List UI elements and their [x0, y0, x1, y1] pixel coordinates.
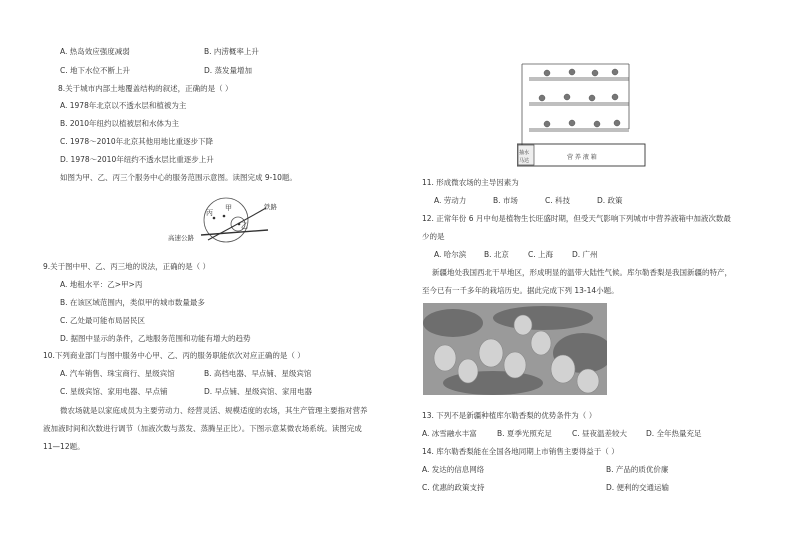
q12-option-b: B. 北京: [484, 250, 509, 259]
label-tank: 营 养 液 箱: [567, 154, 597, 161]
q9-option-d: D. 据图中显示的条件，乙地服务范围和功能有增大的趋势: [60, 334, 251, 343]
q14-option-b: B. 产品的质优价廉: [606, 465, 669, 474]
intro-9-10: 如图为甲、乙、丙三个服务中心的服务范围示意图。读图完成 9-10题。: [60, 173, 297, 182]
q8-option-b: B. 2010年纽约以植被层和水体为主: [60, 119, 179, 128]
q14-option-d: D. 便利的交通运输: [606, 483, 670, 492]
point-bing: [213, 217, 216, 220]
micro-farm-diagram: [517, 56, 647, 168]
q14-option-c: C. 优惠的政策支持: [422, 483, 485, 492]
label-jia: 甲: [225, 204, 232, 212]
para-13-14-line2: 至今已有一千多年的栽培历史。据此完成下列 13-14小题。: [422, 286, 619, 295]
q10-option-b: B. 高档电器、早点铺、星级宾馆: [204, 369, 312, 378]
q13-option-d: D. 全年热量充足: [646, 429, 702, 438]
q8-option-d: D. 1978～2010年纽约不透水层比重逐步上升: [60, 155, 214, 164]
q14-option-a: A. 发达的信息网络: [422, 465, 485, 474]
para-13-14-line1: 新疆地处我国西北干旱地区，形成明显的温带大陆性气候。库尔勒香梨是我国新疆的特产，: [432, 268, 732, 277]
q7-option-a: A. 热岛效应强度减弱: [60, 47, 130, 56]
q12-stem-line2: 少的是: [422, 232, 445, 241]
q12-option-a: A. 哈尔滨: [434, 250, 467, 259]
q9-option-a: A. 地租水平：乙>甲>丙: [60, 280, 143, 289]
highway-line: [201, 230, 268, 235]
point-yi: [238, 223, 241, 226]
label-railway: 铁路: [264, 203, 277, 211]
para-11-12-line3: 11—12题。: [43, 442, 85, 451]
q7-option-b: B. 内涝概率上升: [204, 47, 259, 56]
q9-option-b: B. 在该区域范围内，类似甲的城市数量最多: [60, 298, 205, 307]
q13-stem: 13. 下列不是新疆种植库尔勒香梨的优势条件为（ ）: [422, 411, 597, 420]
q7-option-d: D. 蒸发量增加: [204, 66, 253, 75]
q13-option-a: A. 冰雪融水丰富: [422, 429, 477, 438]
railway-line: [208, 208, 266, 240]
q13-option-b: B. 夏季光照充足: [497, 429, 552, 438]
q9-option-c: C. 乙处最可能布局居民区: [60, 316, 146, 325]
q8-stem: 8.关于城市内部土地覆盖结构的叙述，正确的是（ ）: [58, 84, 233, 93]
pear-photo: [423, 303, 607, 395]
q11-option-a: A. 劳动力: [434, 196, 467, 205]
q13-option-c: C. 昼夜温差较大: [572, 429, 628, 438]
q10-option-a: A. 汽车销售、珠宝商行、星级宾馆: [60, 369, 175, 378]
q11-stem: 11. 形成微农场的主导因素为: [422, 178, 519, 187]
q10-stem: 10.下列商业部门与图中服务中心甲、乙、丙的服务职能依次对应正确的是（ ）: [43, 351, 305, 360]
label-highway: 高速公路: [168, 234, 194, 242]
point-jia: [223, 215, 226, 218]
q12-stem-line1: 12. 正常年份 6 月中旬是植物生长旺盛时期，但受天气影响下列城市中营养液箱中加液次数最: [422, 214, 731, 223]
para-11-12-line2: 液加液时间和次数进行调节（加液次数与蒸发、蒸腾呈正比）。下图示意某微农场系统。读图完成: [43, 424, 362, 433]
service-range-diagram: [168, 190, 288, 252]
q11-option-c: C. 科技: [545, 196, 571, 205]
q12-option-c: C. 上海: [528, 250, 554, 259]
q10-option-d: D. 早点铺、星级宾馆、家用电器: [204, 387, 313, 396]
q8-option-c: C. 1978～2010年北京其他用地比重逐步下降: [60, 137, 214, 146]
q10-option-c: C. 星级宾馆、家用电器、早点铺: [60, 387, 168, 396]
label-pump-1: 抽水: [519, 150, 530, 156]
q11-option-d: D. 政策: [597, 196, 623, 205]
q7-option-c: C. 地下水位不断上升: [60, 66, 131, 75]
q8-option-a: A. 1978年北京以不透水层和植被为主: [60, 101, 187, 110]
label-bing: 丙: [206, 209, 213, 217]
para-11-12-line1: 微农场就是以家庭成员为主要劳动力、经营灵活、规模适度的农场，其生产管理主要指对营养: [60, 406, 368, 415]
label-yi: 乙: [241, 222, 248, 230]
label-pump-2: 马达: [519, 158, 530, 164]
q11-option-b: B. 市场: [493, 196, 518, 205]
q14-stem: 14. 库尔勒香梨能在全国各地同期上市销售主要得益于（ ）: [422, 447, 619, 456]
q12-option-d: D. 广州: [572, 250, 598, 259]
q9-stem: 9.关于图中甲、乙、丙三地的说法，正确的是（ ）: [43, 262, 211, 271]
